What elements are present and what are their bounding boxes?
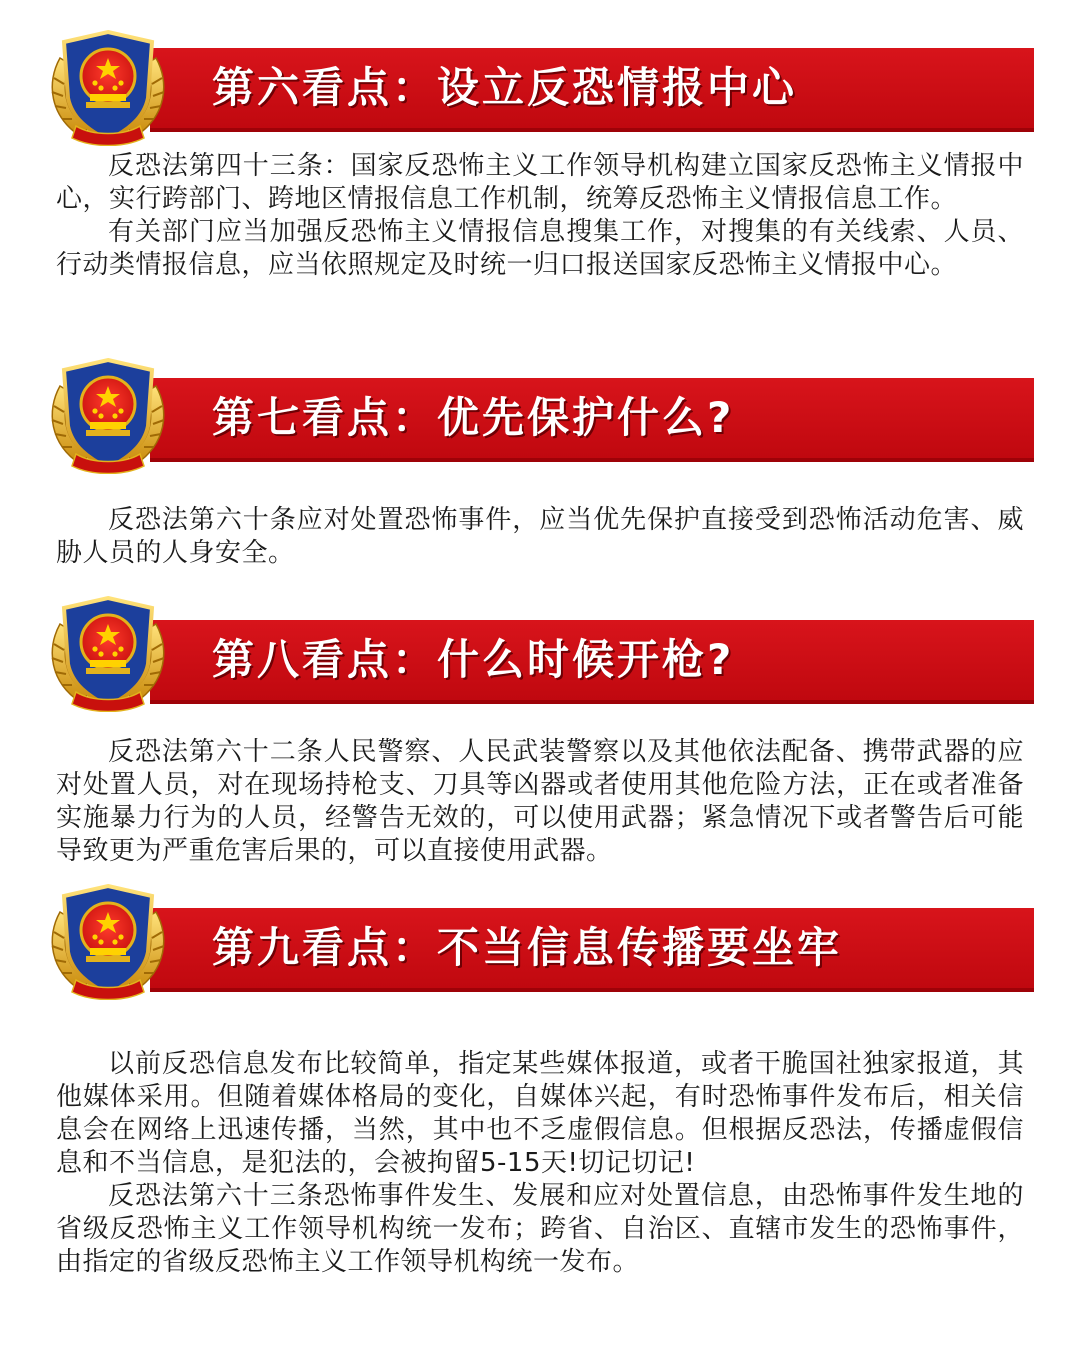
section-6-banner <box>150 48 1034 132</box>
section-8-title: 第八看点：什么时候开枪? <box>212 635 735 684</box>
police-emblem-icon <box>40 594 176 712</box>
section-6-paragraph-1: 反恐法第四十三条：国家反恐怖主义工作领导机构建立国家反恐怖主义情报中心，实行跨部门、跨地区情报信息工作机制，统筹反恐怖主义情报信息工作。 <box>56 151 1024 214</box>
section-6-title: 第六看点：设立反恐情报中心 <box>212 63 798 112</box>
section-7-body <box>56 504 1024 570</box>
section-9-title: 第九看点：不当信息传播要坐牢 <box>212 923 843 972</box>
section-9-paragraph-1: 以前反恐信息发布比较简单，指定某些媒体报道，或者干脆国社独家报道，其他媒体采用。但随着媒体格局的变化，自媒体兴起，有时恐怖事件发布后，相关信息会在网络上迅速传播，当然，其中也不乏虚假信息。但根据反恐法，传播虚假信息和不当信息，是犯法的，会被拘留5-15天!切记切记! <box>56 1049 1024 1178</box>
section-6-paragraph-2: 有关部门应当加强反恐怖主义情报信息搜集工作，对搜集的有关线索、人员、行动类情报信息，应当依照规定及时统一归口报送国家反恐怖主义情报中心。 <box>56 217 1024 280</box>
section-8-body <box>56 736 1024 868</box>
section-9-paragraph-2: 反恐法第六十三条恐怖事件发生、发展和应对处置信息，由恐怖事件发生地的省级反恐怖主义工作领导机构统一发布；跨省、自治区、直辖市发生的恐怖事件，由指定的省级反恐怖主义工作领导机构统一发布。 <box>56 1181 1024 1277</box>
section-8-banner <box>150 620 1034 704</box>
section-9-body <box>56 1048 1024 1279</box>
section-6-body <box>56 150 1024 282</box>
section-7-paragraph-1: 反恐法第六十条应对处置恐怖事件，应当优先保护直接受到恐怖活动危害、威胁人员的人身安全。 <box>56 505 1024 568</box>
section-7-banner <box>150 378 1034 462</box>
section-8-paragraph-1: 反恐法第六十二条人民警察、人民武装警察以及其他依法配备、携带武器的应对处置人员，对在现场持枪支、刀具等凶器或者使用其他危险方法，正在或者准备实施暴力行为的人员，经警告无效的，可以使用武器；紧急情况下或者警告后可能导致更为严重危害后果的，可以直接使用武器。 <box>56 737 1024 866</box>
section-9-banner <box>150 908 1034 992</box>
police-emblem-icon <box>40 882 176 1000</box>
section-7-title: 第七看点：优先保护什么? <box>212 393 735 442</box>
police-emblem-icon <box>40 28 176 146</box>
police-emblem-icon <box>40 356 176 474</box>
